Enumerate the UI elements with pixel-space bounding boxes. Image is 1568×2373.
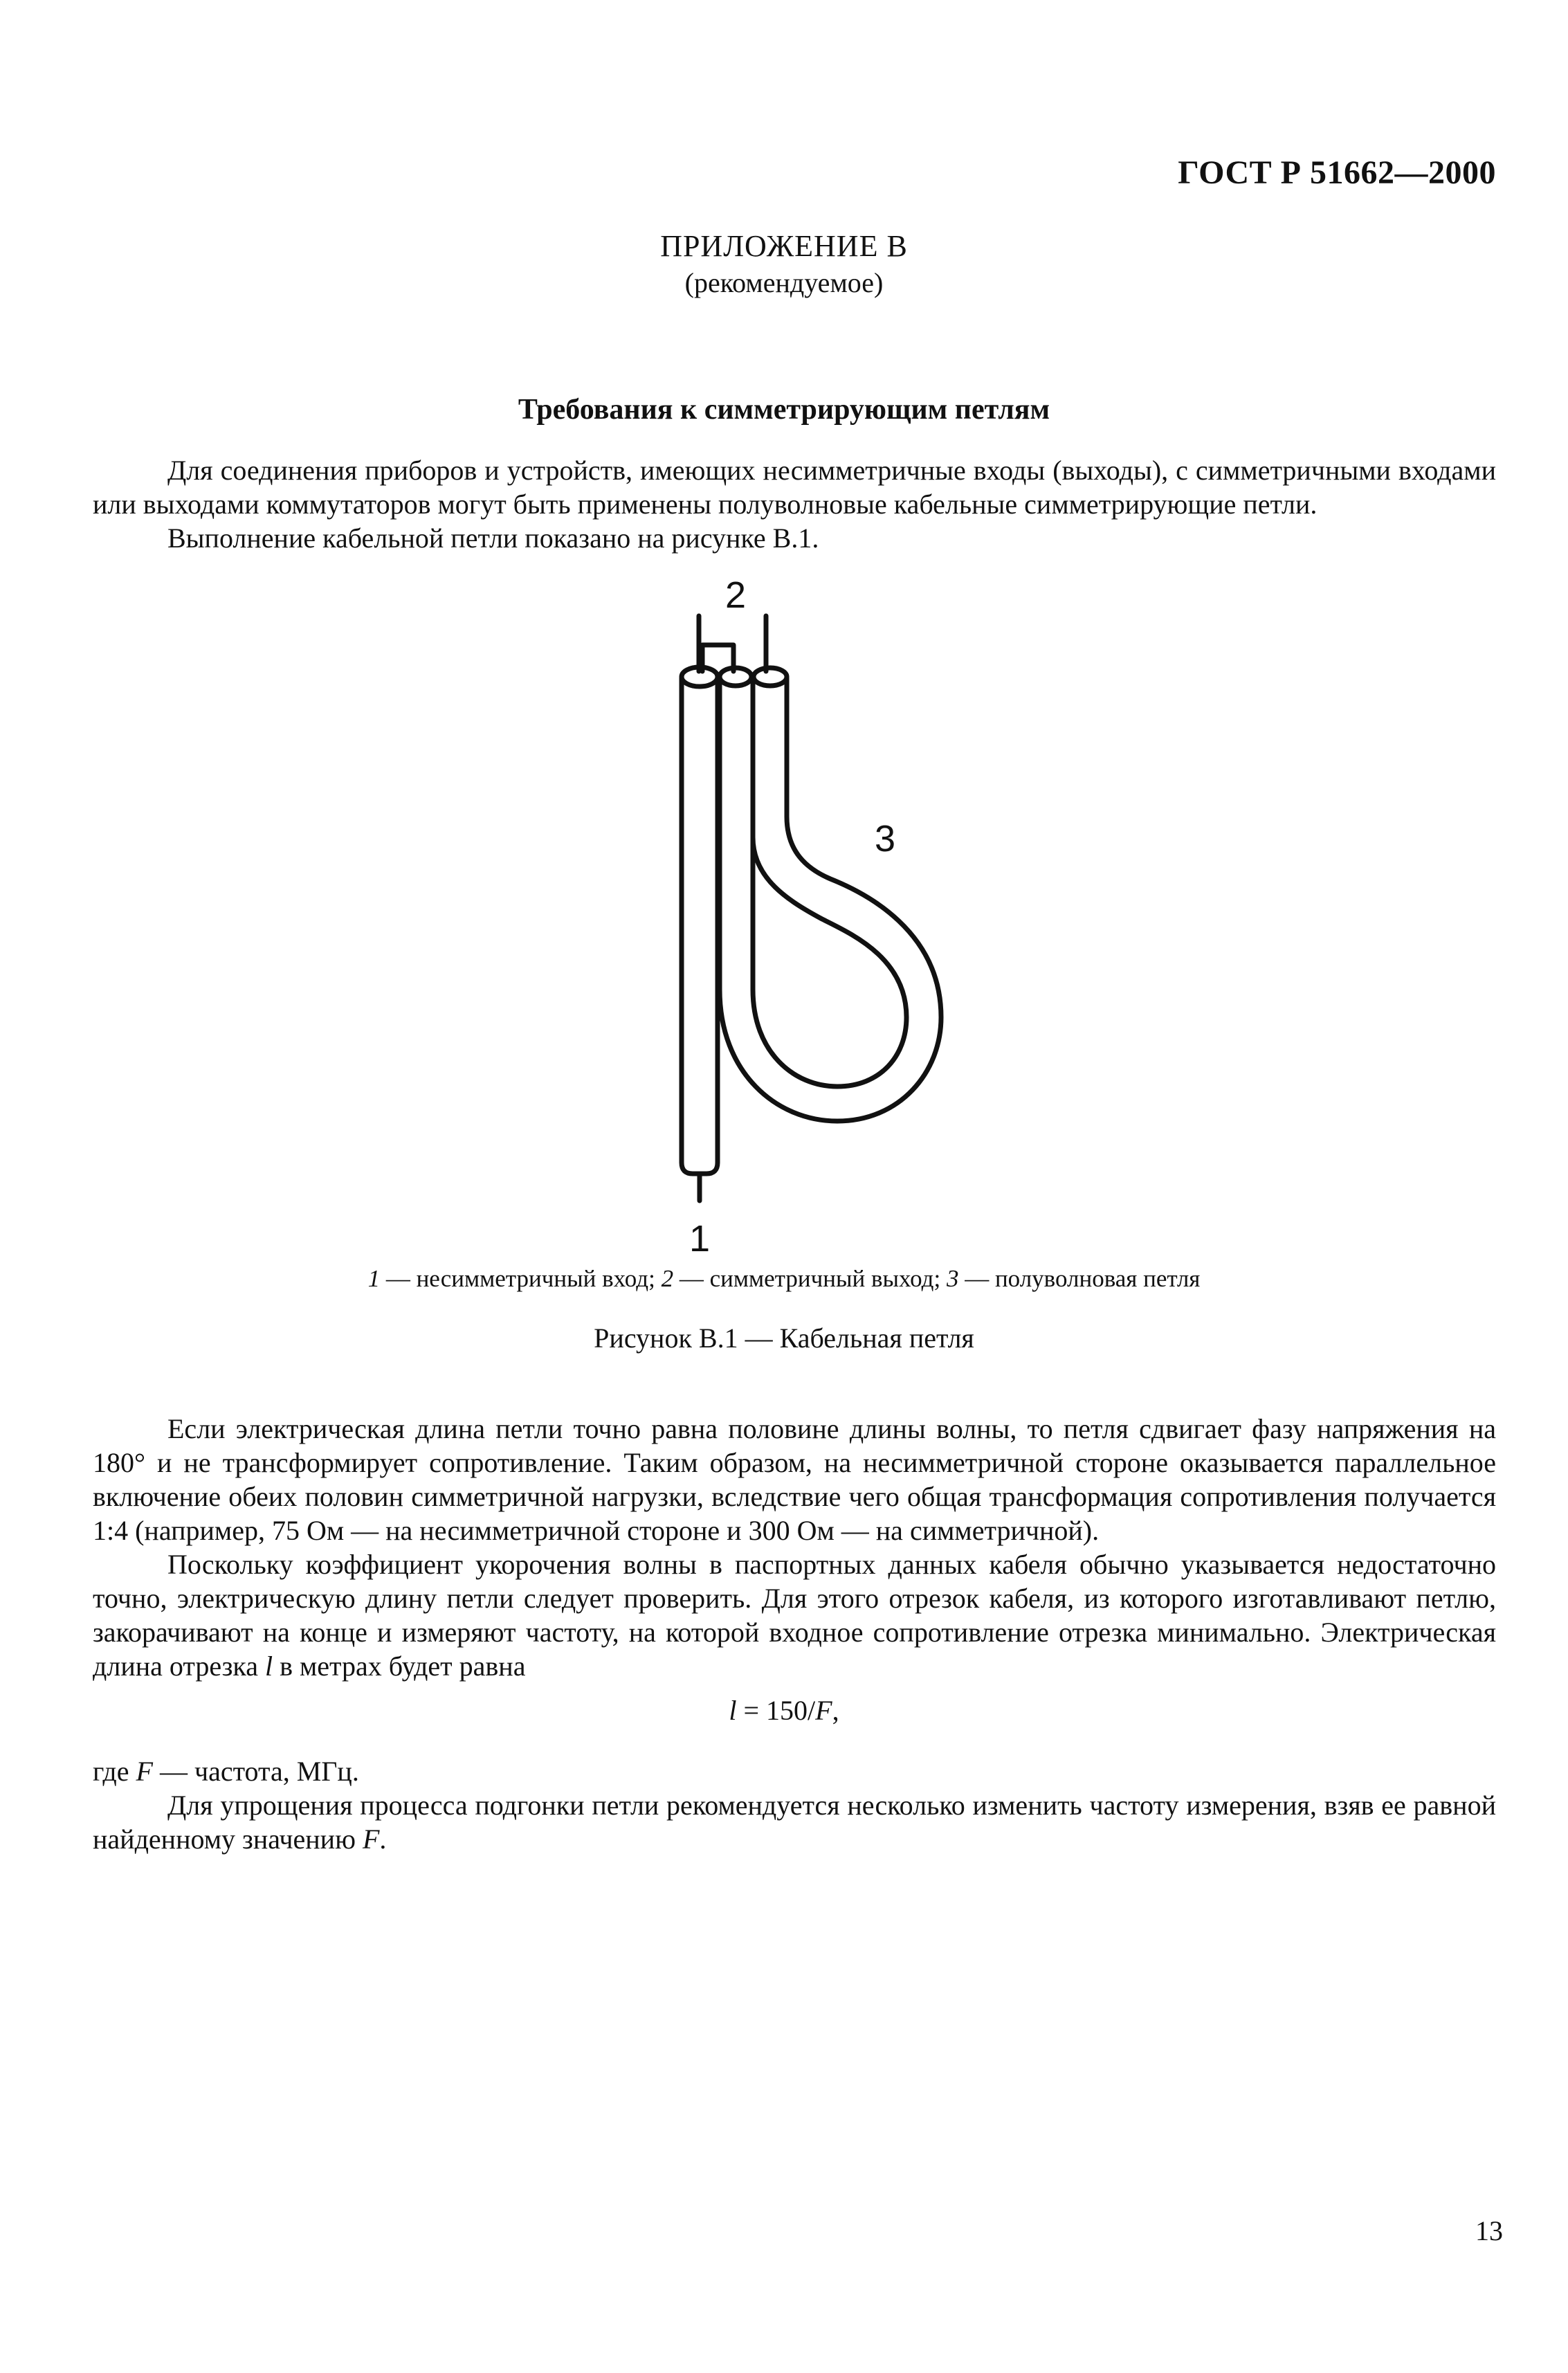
loop-cable-inner [753, 678, 906, 1087]
paragraph-tuning: Для упрощения процесса подгонки петли рекомендуется несколько изменить частоту измерения, взяв ее равной найденному значению F. [93, 1790, 1496, 1855]
formula: l = 150/F, [729, 1695, 839, 1726]
legend-text-1: — несимметричный вход; [380, 1265, 662, 1292]
annex-subtitle: (рекомендуемое) [684, 267, 884, 298]
legend-number-2: 2 [661, 1265, 674, 1292]
standard-code: ГОСТ Р 51662—2000 [1178, 154, 1496, 191]
page-number: 13 [1475, 2215, 1503, 2246]
annex-title: ПРИЛОЖЕНИЕ В [660, 229, 908, 263]
legend-number-1: 1 [367, 1265, 381, 1292]
figure-label-2: 2 [725, 574, 747, 616]
figure-caption: Рисунок В.1 — Кабельная петля [594, 1322, 974, 1354]
figure-label-1: 1 [689, 1218, 711, 1260]
intro-paragraph-1: Для соединения приборов и устройств, имеющих несимметричные входы (выходы), с симметричными входами или выходами коммутаторов могут быть применены полуволновые кабельные симметрирующие петли. [93, 455, 1496, 520]
figure-legend [0, 1265, 1568, 1293]
legend-text-3: — полуволновая петля [958, 1265, 1201, 1292]
straight-cable [682, 678, 718, 1174]
paragraph-phase-shift: Если электрическая длина петли точно равна половине длины волны, то петля сдвигает фазу напряжения на 180° и не трансформирует сопротивление. Таким образом, на несимметричной стороне оказывается параллельное включение обеих половин симметричной нагрузки, вследствие чего общая трансформация сопротивления получается 1:4 (например, 75 Ом — на несимметричной стороне и 300 Ом — на симметричной). [93, 1413, 1496, 1546]
legend-number-3: 3 [946, 1265, 959, 1292]
intro-paragraph-2: Выполнение кабельной петли показано на рисунке В.1. [167, 522, 819, 554]
where-definition: где F — частота, МГц. [93, 1756, 359, 1787]
cable-loop-figure [623, 574, 955, 1260]
closing-paragraphs [93, 1754, 1496, 1856]
loop-cable-end-b [754, 668, 787, 686]
var-l: l [264, 1651, 273, 1682]
body-paragraphs [93, 1412, 1496, 1683]
section-title: Требования к симметрирующим петлям [518, 394, 1050, 426]
legend-text-2: — симметричный выход; [673, 1265, 947, 1292]
intro-paragraphs [93, 453, 1496, 555]
paragraph-verification: Поскольку коэффициент укорочения волны в паспортных данных кабеля обычно указывается недостаточно точно, электрическую длину петли следует проверить. Для этого отрезок кабеля, из которого изготавливают петлю, закорачивают на конце и измеряют частоту, на которой входное сопротивление отрезка минимально. Электрическая длина отрезка l в метрах будет равна [93, 1549, 1496, 1682]
figure-label-3: 3 [875, 818, 896, 860]
